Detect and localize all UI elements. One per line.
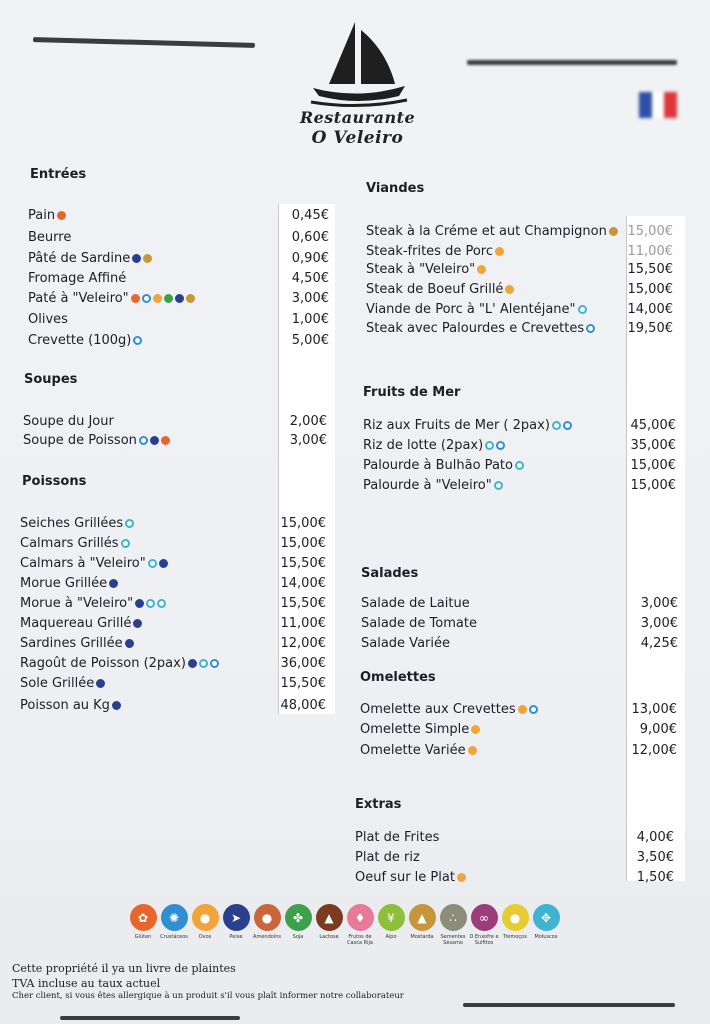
menu-item-poissons bbox=[20, 514, 134, 532]
legend-crustaceos bbox=[159, 904, 189, 940]
menu-item-name: Steak avec Palourdes e Crevettes bbox=[366, 320, 585, 336]
peixe-allergen-icon bbox=[96, 679, 105, 688]
moluscos-allergen-icon bbox=[146, 599, 155, 608]
menu-item-price: 14,00€ bbox=[280, 576, 326, 591]
flag-red-stripe bbox=[664, 92, 677, 118]
menu-item-viandes bbox=[366, 300, 587, 318]
menu-item-poissons bbox=[20, 696, 121, 714]
gluten-allergen-icon bbox=[161, 436, 170, 445]
section-viandes-title: Viandes bbox=[366, 181, 425, 196]
menu-item-name: Plat de riz bbox=[355, 849, 420, 865]
menu-item-poissons bbox=[20, 634, 134, 652]
legend-amendoins bbox=[252, 904, 282, 940]
menu-item-viandes bbox=[366, 222, 618, 240]
menu-item-price: 3,00€ bbox=[640, 596, 678, 611]
menu-item-poissons bbox=[20, 534, 130, 552]
menu-item-price: 9,00€ bbox=[639, 722, 677, 737]
menu-item-name: Morue à "Veleiro" bbox=[20, 595, 134, 611]
menu-item-price: 11,00€ bbox=[627, 244, 673, 259]
section-omelettes-title: Omelettes bbox=[360, 670, 436, 685]
menu-item-poissons bbox=[20, 554, 168, 572]
menu-item-soupes bbox=[23, 431, 170, 449]
menu-item-entrees bbox=[28, 249, 152, 267]
legend-label: Tremoços bbox=[503, 934, 527, 940]
peixe-allergen-icon bbox=[133, 619, 142, 628]
menu-item-name: Fromage Affiné bbox=[28, 270, 127, 286]
menu-item-extras bbox=[355, 828, 439, 846]
menu-item-price: 0,60€ bbox=[291, 230, 329, 245]
legend-tremocos bbox=[500, 904, 530, 940]
legend-sulfitos bbox=[469, 904, 499, 946]
menu-item-salades bbox=[361, 594, 470, 612]
menu-item-soupes bbox=[23, 412, 114, 430]
top-right-rule bbox=[467, 60, 677, 65]
menu-item-price: 15,00€ bbox=[280, 536, 326, 551]
menu-item-fruits_de_mer bbox=[363, 456, 524, 474]
menu-item-name: Riz aux Fruits de Mer ( 2pax) bbox=[363, 417, 550, 433]
allergen-legend bbox=[128, 904, 568, 956]
gluten-allergen-icon bbox=[57, 211, 66, 220]
legend-mostarda bbox=[407, 904, 437, 940]
menu-item-name: Seiches Grillées bbox=[20, 515, 124, 531]
menu-item-price: 4,50€ bbox=[291, 271, 329, 286]
menu-item-name: Omelette Simple bbox=[360, 721, 470, 737]
legend-aipo bbox=[376, 904, 406, 940]
section-soupes-title: Soupes bbox=[24, 372, 78, 387]
peixe-allergen-icon bbox=[109, 579, 118, 588]
menu-item-price: 15,50€ bbox=[627, 262, 673, 277]
section-salades-title: Salades bbox=[361, 566, 419, 581]
menu-item-name: Sole Grillée bbox=[20, 675, 95, 691]
menu-item-fruits_de_mer bbox=[363, 436, 505, 454]
sulfitos-icon: ∞ bbox=[471, 904, 498, 931]
soja-allergen-icon bbox=[164, 294, 173, 303]
menu-item-poissons bbox=[20, 614, 142, 632]
peixe-allergen-icon bbox=[159, 559, 168, 568]
menu-item-price: 35,00€ bbox=[630, 438, 676, 453]
legend-label: D.Enxofre e Sulfitos bbox=[469, 934, 499, 946]
legend-label: Frutos de Casca Rija bbox=[347, 934, 373, 946]
menu-item-extras bbox=[355, 868, 466, 886]
menu-item-name: Steak de Boeuf Grillé bbox=[366, 281, 504, 297]
menu-item-viandes bbox=[366, 280, 514, 298]
menu-item-name: Morue Grillée bbox=[20, 575, 108, 591]
menu-item-viandes bbox=[366, 242, 504, 260]
menu-item-fruits_de_mer bbox=[363, 416, 572, 434]
menu-item-name: Poisson au Kg bbox=[20, 697, 110, 713]
menu-item-fruits_de_mer bbox=[363, 476, 503, 494]
menu-item-price: 1,00€ bbox=[291, 312, 329, 327]
ovos-allergen-icon bbox=[471, 725, 480, 734]
menu-item-price: 15,00€ bbox=[627, 282, 673, 297]
legend-label: Soja bbox=[292, 934, 304, 940]
menu-item-entrees bbox=[28, 310, 68, 328]
restaurant-name-line2: O Veleiro bbox=[311, 128, 404, 148]
menu-item-name: Steak à "Veleiro" bbox=[366, 261, 476, 277]
mostarda-allergen-icon bbox=[186, 294, 195, 303]
sesamo-icon: ∴ bbox=[440, 904, 467, 931]
menu-item-name: Plat de Frites bbox=[355, 829, 440, 845]
legend-label: Mostarda bbox=[410, 934, 434, 940]
tremocos-icon: ● bbox=[502, 904, 529, 931]
top-left-rule bbox=[33, 37, 255, 48]
moluscos-allergen-icon bbox=[125, 519, 134, 528]
menu-item-name: Maquereau Grillé bbox=[20, 615, 132, 631]
menu-item-omelettes bbox=[360, 741, 477, 759]
mostarda-allergen-icon bbox=[609, 227, 618, 236]
menu-item-viandes bbox=[366, 319, 595, 337]
menu-item-entrees bbox=[28, 331, 142, 349]
moluscos-allergen-icon bbox=[515, 461, 524, 470]
legend-label: Moluscos bbox=[534, 934, 558, 940]
legend-label: Glúten bbox=[134, 934, 152, 940]
legend-soja bbox=[283, 904, 313, 940]
menu-item-price: 5,00€ bbox=[291, 333, 329, 348]
menu-item-price: 19,50€ bbox=[627, 321, 673, 336]
menu-item-name: Pain bbox=[28, 207, 56, 223]
menu-item-price: 3,50€ bbox=[636, 850, 674, 865]
menu-item-price: 1,50€ bbox=[636, 870, 674, 885]
peixe-allergen-icon bbox=[112, 701, 121, 710]
peixe-allergen-icon bbox=[135, 599, 144, 608]
menu-item-name: Pâté de Sardine bbox=[28, 250, 131, 266]
menu-item-price: 15,50€ bbox=[280, 556, 326, 571]
moluscos-icon: ✥ bbox=[533, 904, 560, 931]
legend-label: Ovos bbox=[198, 934, 212, 940]
legend-peixe bbox=[221, 904, 251, 940]
frutos_casca_rija-icon: ♦ bbox=[347, 904, 374, 931]
legend-gluten bbox=[128, 904, 158, 940]
legend-label: Aipo bbox=[385, 934, 397, 940]
menu-item-price: 15,00€ bbox=[630, 478, 676, 493]
menu-item-price: 36,00€ bbox=[280, 656, 326, 671]
moluscos-allergen-icon bbox=[199, 659, 208, 668]
menu-item-name: Soupe du Jour bbox=[23, 413, 114, 429]
legend-moluscos bbox=[531, 904, 561, 940]
french-flag-icon[interactable] bbox=[639, 92, 677, 118]
moluscos-allergen-icon bbox=[121, 539, 130, 548]
menu-item-name: Omelette Variée bbox=[360, 742, 466, 758]
menu-item-entrees bbox=[28, 269, 126, 287]
legend-frutos_casca_rija bbox=[345, 904, 375, 946]
crustaceos-allergen-icon bbox=[496, 441, 505, 450]
menu-item-price: 15,50€ bbox=[280, 676, 326, 691]
peixe-allergen-icon bbox=[150, 436, 159, 445]
menu-item-name: Soupe de Poisson bbox=[23, 432, 137, 448]
ovos-allergen-icon bbox=[477, 265, 486, 274]
legend-label: Peixe bbox=[229, 934, 243, 940]
menu-item-salades bbox=[361, 634, 450, 652]
ovos-allergen-icon bbox=[495, 247, 504, 256]
menu-item-name: Salade de Tomate bbox=[361, 615, 477, 631]
soja-icon: ✤ bbox=[285, 904, 312, 931]
menu-item-name: Salade Variée bbox=[361, 635, 450, 651]
moluscos-allergen-icon bbox=[485, 441, 494, 450]
section-fruits-de-mer-title: Fruits de Mer bbox=[363, 385, 461, 400]
menu-item-name: Steak-frites de Porc bbox=[366, 243, 493, 259]
bottom-right-rule bbox=[463, 1003, 675, 1007]
menu-item-price: 15,00€ bbox=[630, 458, 676, 473]
crustaceos-allergen-icon bbox=[563, 421, 572, 430]
menu-item-omelettes bbox=[360, 700, 538, 718]
gluten-allergen-icon bbox=[131, 294, 140, 303]
menu-item-price: 4,00€ bbox=[636, 830, 674, 845]
peixe-allergen-icon bbox=[132, 254, 141, 263]
menu-item-price: 2,00€ bbox=[289, 414, 327, 429]
menu-item-name: Omelette aux Crevettes bbox=[360, 701, 516, 717]
menu-item-name: Steak à la Créme et aut Champignon bbox=[366, 223, 607, 239]
crustaceos-allergen-icon bbox=[210, 659, 219, 668]
lactose-icon: ▲ bbox=[316, 904, 343, 931]
menu-item-poissons bbox=[20, 654, 219, 672]
ovos-allergen-icon bbox=[518, 705, 527, 714]
menu-item-name: Oeuf sur le Plat bbox=[355, 869, 455, 885]
peixe-allergen-icon bbox=[125, 639, 134, 648]
menu-item-name: Viande de Porc à "L' Alentéjane" bbox=[366, 301, 576, 317]
menu-item-name: Palourde à Bulhão Pato bbox=[363, 457, 513, 473]
crustaceos-icon: ✺ bbox=[161, 904, 188, 931]
menu-item-entrees bbox=[28, 206, 66, 224]
moluscos-allergen-icon bbox=[494, 481, 503, 490]
menu-item-price: 3,00€ bbox=[291, 291, 329, 306]
bottom-left-rule bbox=[60, 1016, 240, 1020]
menu-item-salades bbox=[361, 614, 477, 632]
legend-lactose bbox=[314, 904, 344, 940]
menu-item-extras bbox=[355, 848, 420, 866]
ovos-allergen-icon bbox=[468, 746, 477, 755]
moluscos-allergen-icon bbox=[578, 305, 587, 314]
ovos-allergen-icon bbox=[505, 285, 514, 294]
peixe-icon: ➤ bbox=[223, 904, 250, 931]
legend-label: Crustáceos bbox=[160, 934, 188, 940]
menu-item-price: 0,45€ bbox=[291, 208, 329, 223]
menu-item-price: 0,90€ bbox=[291, 251, 329, 266]
menu-item-name: Riz de lotte (2pax) bbox=[363, 437, 484, 453]
menu-item-poissons bbox=[20, 574, 118, 592]
menu-item-name: Palourde à "Veleiro" bbox=[363, 477, 492, 493]
mostarda-icon: ▲ bbox=[409, 904, 436, 931]
menu-item-omelettes bbox=[360, 720, 480, 738]
menu-item-name: Ragoût de Poisson (2pax) bbox=[20, 655, 186, 671]
restaurant-name-line1: Restaurante bbox=[299, 108, 416, 127]
menu-item-price: 3,00€ bbox=[289, 433, 327, 448]
moluscos-allergen-icon bbox=[148, 559, 157, 568]
gluten-icon: ✿ bbox=[130, 904, 157, 931]
peixe-allergen-icon bbox=[188, 659, 197, 668]
section-poissons-title: Poissons bbox=[22, 474, 87, 489]
crustaceos-allergen-icon bbox=[529, 705, 538, 714]
menu-item-name: Beurre bbox=[28, 229, 72, 245]
peixe-allergen-icon bbox=[175, 294, 184, 303]
moluscos-allergen-icon bbox=[552, 421, 561, 430]
menu-item-name: Calmars à "Veleiro" bbox=[20, 555, 146, 571]
menu-item-viandes bbox=[366, 260, 486, 278]
mostarda-allergen-icon bbox=[143, 254, 152, 263]
crustaceos-allergen-icon bbox=[142, 294, 151, 303]
menu-item-entrees bbox=[28, 228, 71, 246]
menu-item-name: Sardines Grillée bbox=[20, 635, 123, 651]
ovos-icon: ● bbox=[192, 904, 219, 931]
amendoins-icon: ● bbox=[254, 904, 281, 931]
crustaceos-allergen-icon bbox=[586, 324, 595, 333]
menu-item-price: 12,00€ bbox=[631, 743, 677, 758]
legend-label: Sementes Sésamo bbox=[440, 934, 466, 946]
section-extras-title: Extras bbox=[355, 797, 402, 812]
ovos-allergen-icon bbox=[457, 873, 466, 882]
ovos-allergen-icon bbox=[153, 294, 162, 303]
moluscos-allergen-icon bbox=[157, 599, 166, 608]
menu-item-price: 15,00€ bbox=[627, 224, 673, 239]
section-entrees-title: Entrées bbox=[30, 167, 87, 182]
sailboat-icon bbox=[303, 16, 413, 108]
footer-complaints-book: Cette propriété il ya un livre de plaintes bbox=[12, 962, 236, 975]
menu-item-entrees bbox=[28, 289, 195, 307]
menu-item-price: 12,00€ bbox=[280, 636, 326, 651]
menu-item-price: 15,50€ bbox=[280, 596, 326, 611]
menu-item-name: Crevette (100g) bbox=[28, 332, 132, 348]
flag-white-stripe bbox=[652, 92, 665, 118]
menu-item-price: 4,25€ bbox=[640, 636, 678, 651]
flag-blue-stripe bbox=[639, 92, 652, 118]
menu-item-price: 14,00€ bbox=[627, 302, 673, 317]
restaurant-logo bbox=[290, 16, 425, 166]
aipo-icon: ¥ bbox=[378, 904, 405, 931]
menu-item-name: Salade de Laitue bbox=[361, 595, 470, 611]
legend-sesamo bbox=[438, 904, 468, 946]
menu-item-price: 45,00€ bbox=[630, 418, 676, 433]
menu-item-price: 48,00€ bbox=[280, 698, 326, 713]
crustaceos-allergen-icon bbox=[139, 436, 148, 445]
menu-item-price: 13,00€ bbox=[631, 702, 677, 717]
menu-item-price: 11,00€ bbox=[280, 616, 326, 631]
footer-vat-note: TVA incluse au taux actuel bbox=[12, 977, 161, 990]
menu-item-poissons bbox=[20, 674, 105, 692]
footer-allergy-note: Cher client, si vous êtes allergique à un produit s'il vous plaît informer notre collaborateur bbox=[12, 991, 404, 1001]
menu-item-poissons bbox=[20, 594, 166, 612]
menu-item-name: Olives bbox=[28, 311, 68, 327]
legend-label: Lactose bbox=[319, 934, 339, 940]
legend-label: Amendoins bbox=[253, 934, 281, 940]
menu-item-price: 3,00€ bbox=[640, 616, 678, 631]
legend-ovos bbox=[190, 904, 220, 940]
menu-item-name: Paté à "Veleiro" bbox=[28, 290, 129, 306]
crustaceos-allergen-icon bbox=[133, 336, 142, 345]
menu-item-name: Calmars Grillés bbox=[20, 535, 119, 551]
menu-item-price: 15,00€ bbox=[280, 516, 326, 531]
